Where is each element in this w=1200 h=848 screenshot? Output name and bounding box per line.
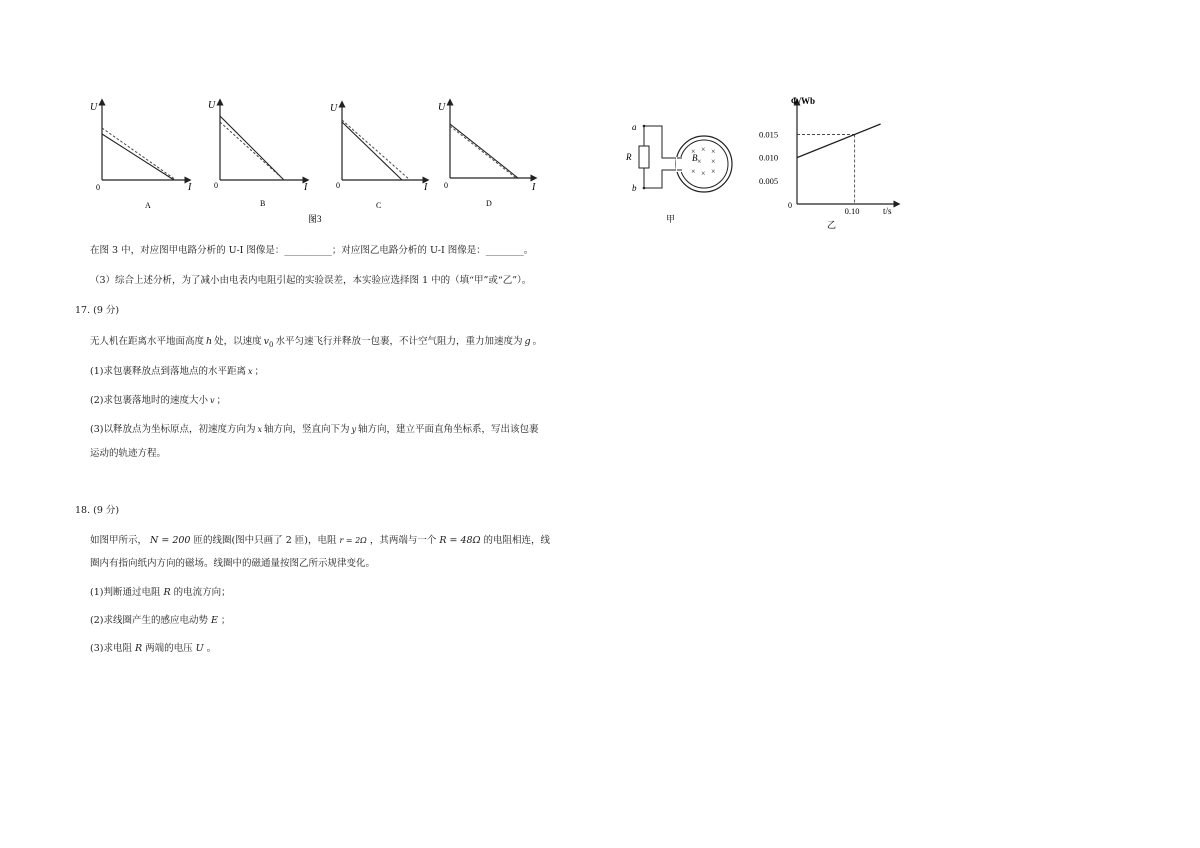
svg-text:×: × [711,157,716,166]
ui-graph-c [330,103,428,210]
q18-p1-b: 的电流方向； [173,587,231,598]
q18-intro-a: 如图甲所示， [90,535,148,546]
q17-p1-a: (1)求包裹释放点到落地点的水平距离 [90,366,246,377]
q18-R: R = 48Ω [439,535,481,546]
terminal-a-dot [643,125,646,128]
q17-p3-y: y [351,425,357,434]
q17-intro-b: 处，以速度 [214,336,262,347]
q17-intro-d: 。 [532,336,543,347]
y-tick-label-2: 0.005 [759,175,779,186]
question-18-header [75,505,119,517]
q17-intro-c: 水平匀速飞行并释放一包裹，不计空气阻力，重力加速度为 [275,336,523,347]
solid-line [450,124,518,178]
origin-label: 0 [96,183,100,192]
q17-p3-a: (3)以释放点为坐标原点，初速度方向为 [90,424,256,435]
resistor [639,146,649,168]
flux-time-graph [755,92,905,232]
dashed-line [450,126,516,178]
q18-p3-R: R [134,643,143,654]
origin-label: 0 [444,181,448,190]
figure-3-ui-graphs [80,90,540,230]
q17-p3-c: 轴方向，建立平面直角坐标系，写出该包裹 [358,424,539,435]
q18-p3-c: 。 [206,643,217,654]
q18-p1-a: (1)判断通过电阻 [90,587,161,598]
origin-label: 0 [214,181,218,190]
q17-g: g [524,336,531,347]
flux-y-label: Φ/Wb [791,96,815,106]
q18-p1-R: R [163,587,171,598]
flux-x-label: t/s [883,206,892,216]
dashed-line [342,120,410,180]
y-axis-label: U [438,102,446,113]
q17-part-1 [90,366,264,378]
ui-graph-b [208,100,308,208]
q17-p3-b: 轴方向，竖直向下为 [263,424,350,435]
graph-label-d: D [486,199,492,208]
q17-p3-d: 运动的轨迹方程。 [90,448,167,459]
y-axis-label: U [208,100,216,111]
dashed-line [102,128,176,180]
flux-series-line [797,124,881,158]
q18-N: N = 200 [150,535,191,546]
origin-label: 0 [336,181,340,190]
q17-p2-v: v [209,396,215,405]
q18-intro-cont [90,558,375,570]
resistor-label: R [626,152,632,162]
q17-p1-b: ； [254,366,264,377]
q18-intro [90,535,550,547]
graph-label-a: A [145,201,151,210]
x-axis-label: I [188,182,192,193]
svg-text:×: × [691,167,696,176]
coil-circuit-figure [622,116,740,228]
q17-v0-sub: 0 [269,340,274,349]
q18-p2-b: ； [220,615,231,626]
q17-p3-x: x [257,425,262,434]
q18-p2-E: E [210,615,218,626]
part-3-text: （3）综合上述分析，为了减小由电表内电阻引起的实验误差，本实验应选择图 1 中的（填“甲”或“乙”）。 [90,275,532,286]
q17-part-3-cont [90,448,166,460]
q18-part-2 [90,615,230,627]
terminal-a-label: a [632,122,637,132]
figure-3-caption: 图3 [308,214,322,224]
part-3-line [90,275,531,287]
svg-text:×: × [711,167,716,176]
fig3-question [90,245,533,257]
terminal-b-dot [643,187,646,190]
q18-part-1 [90,587,231,599]
q17-p2-a: (2)求包裹落地时的速度大小 [90,395,208,406]
svg-text:×: × [711,147,716,156]
q18-header-text: 18. (9 分) [75,505,120,516]
q17-intro-a: 无人机在距离水平地面高度 [90,336,205,347]
q17-h: h [206,336,213,347]
solid-line [220,116,284,180]
svg-text:×: × [701,145,706,154]
flux-caption: 乙 [827,220,837,230]
graph-label-b: B [260,199,266,208]
graph-label-c: C [376,201,382,210]
q18-p3-U: U [195,643,204,654]
q18-part-3 [90,643,216,655]
y-axis-label: U [330,103,338,114]
q18-p3-a: (3)求电阻 [90,643,132,654]
x-tick-label-0: 0.10 [844,206,860,216]
dashed-line [220,122,284,180]
flux-origin: 0 [788,201,792,210]
ui-graph-a [90,102,192,210]
x-axis-label: I [304,182,308,193]
q18-intro-d: 的电阻相连，线 [483,535,550,546]
solid-line [342,122,402,180]
q17-part-3 [90,424,539,436]
y-tick-label-0: 0.015 [759,129,779,140]
q18-p3-b: 两端的电压 [145,643,193,654]
q17-header-text: 17. (9 分) [75,305,120,316]
q18-intro-b: 匝的线圈(图中只画了 2 匝)，电阻 [193,535,337,546]
solid-line [102,134,174,180]
x-axis-label: I [424,182,428,193]
q18-r: r = 2Ω [339,536,367,545]
q17-intro [90,336,542,351]
circuit-caption: 甲 [666,214,676,224]
q18-p2-a: (2)求线圈产生的感应电动势 [90,615,208,626]
question-17-header [75,305,119,317]
svg-text:×: × [701,169,706,178]
field-label: B [692,153,698,163]
fig3-question-text: 在图 3 中，对应图甲电路分析的 U-I 图像是：__________；对应图乙电路分析的 U-I 图像是：________。 [90,245,534,256]
terminal-b-label: b [632,183,637,193]
q17-p2-b: ； [216,395,227,406]
q18-intro-c: ，其两端与一个 [369,535,437,546]
svg-text:×: × [697,157,702,166]
y-axis-label: U [90,102,98,113]
q17-p1-x: x [247,367,253,376]
q17-part-2 [90,395,226,407]
ui-graph-d [438,102,536,208]
y-tick-label-1: 0.010 [759,152,779,163]
q17-v0: v [263,336,270,347]
x-axis-label: I [532,182,536,193]
q18-intro-e: 圈内有指向纸内方向的磁场。线圈中的磁通量按图乙所示规律变化。 [90,558,376,569]
svg-text:×: × [691,147,696,156]
